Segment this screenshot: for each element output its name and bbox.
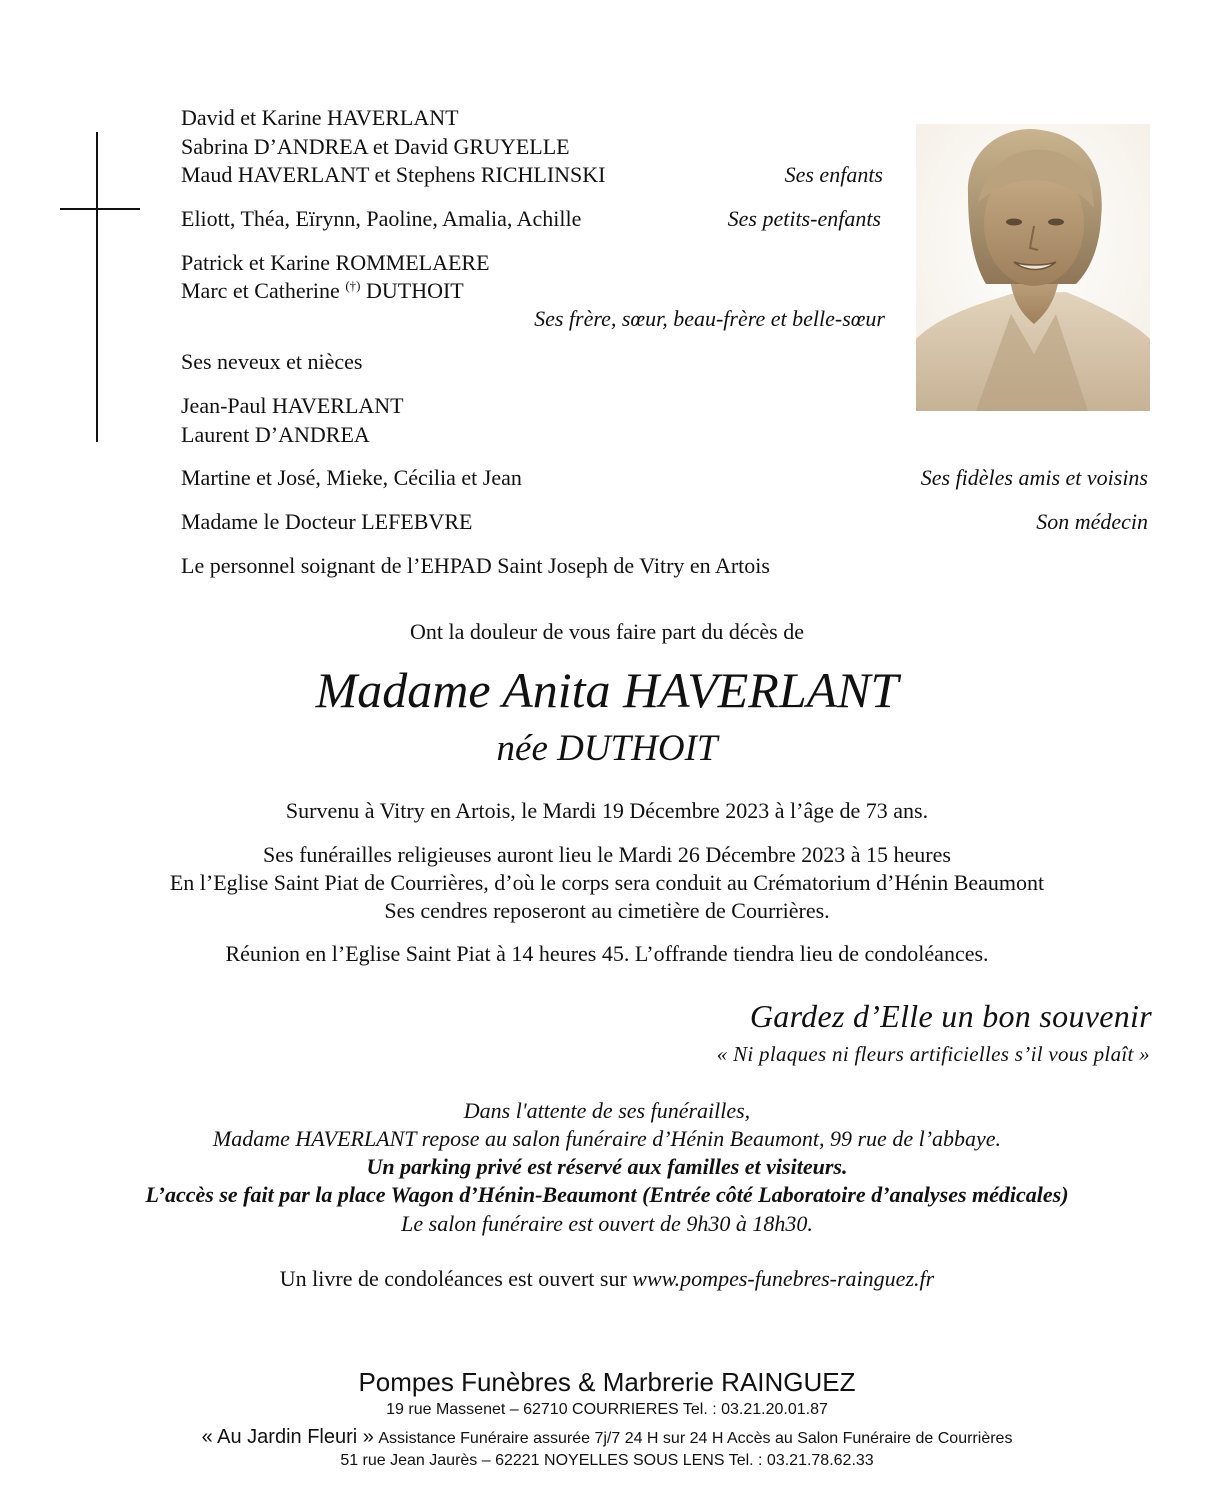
funeral-line-1: Ses funérailles religieuses auront lieu le Mardi 26 Décembre 2023 à 15 heures — [263, 842, 951, 867]
children-role: Ses enfants — [784, 162, 883, 187]
company-address-1: 19 rue Massenet – 62710 COURRIERES Tel. : 03.21.20.01.87 — [386, 1401, 828, 1418]
siblings-line-2-pre: Marc et Catherine — [181, 278, 340, 303]
other-relative-1: Jean-Paul HAVERLANT — [181, 393, 404, 418]
salon-line-4: L’accès se fait par la place Wagon d’Hénin-Beaumont (Entrée côté Laboratoire d’analyses médicales) — [145, 1182, 1069, 1207]
other-relative-2: Laurent D’ANDREA — [181, 422, 370, 447]
condolence-text: Un livre de condoléances est ouvert sur — [279, 1266, 627, 1291]
siblings-line-2-post: DUTHOIT — [365, 278, 464, 303]
services-text: Assistance Funéraire assurée 7j/7 24 H sur 24 H Accès au Salon Funéraire de Courrières — [378, 1430, 1013, 1447]
company-address-2: 51 rue Jean Jaurès – 62221 NOYELLES SOUS LENS Tel. : 03.21.78.62.33 — [340, 1452, 874, 1469]
siblings-line-2 — [181, 277, 464, 305]
portrait-image — [916, 124, 1150, 411]
death-details: Survenu à Vitry en Artois, le Mardi 19 Décembre 2023 à l’âge de 73 ans. — [285, 798, 929, 823]
company-name: Pompes Funèbres & Marbrerie RAINGUEZ — [358, 1367, 856, 1397]
cross-icon-vertical — [96, 132, 98, 442]
care-staff: Le personnel soignant de l’EHPAD Saint Joseph de Vitry en Artois — [181, 553, 770, 578]
siblings-line-1: Patrick et Karine ROMMELAERE — [181, 250, 490, 275]
cross-icon-horizontal — [60, 208, 140, 210]
salon-line-5: Le salon funéraire est ouvert de 9h30 à 18h30. — [401, 1211, 813, 1236]
family-child-2: Sabrina D’ANDREA et David GRUYELLE — [181, 134, 570, 159]
doctor-role: Son médecin — [1036, 509, 1148, 534]
garden-name: « Au Jardin Fleuri » — [201, 1426, 374, 1448]
friends: Martine et José, Mieke, Cécilia et Jean — [181, 465, 522, 490]
nephews: Ses neveux et nièces — [181, 349, 363, 374]
funeral-line-3: Ses cendres reposeront au cimetière de Courrières. — [384, 898, 830, 923]
grandchildren: Eliott, Théa, Eïrynn, Paoline, Amalia, Achille — [181, 206, 582, 231]
intro-text: Ont la douleur de vous faire part du décès de — [409, 619, 805, 644]
salon-line-2: Madame HAVERLANT repose au salon funéraire d’Hénin Beaumont, 99 rue de l’abbaye. — [212, 1126, 1002, 1151]
funeral-line-2: En l’Eglise Saint Piat de Courrières, d’où le corps sera conduit au Crématorium d’Hénin Beaumont — [169, 870, 1045, 895]
salon-line-1: Dans l'attente de ses funérailles, — [463, 1098, 751, 1123]
family-child-3: Maud HAVERLANT et Stephens RICHLINSKI — [181, 162, 606, 187]
friends-role: Ses fidèles amis et voisins — [920, 465, 1148, 490]
meeting-info: Réunion en l’Eglise Saint Piat à 14 heures 45. L’offrande tiendra lieu de condoléances. — [225, 941, 989, 966]
condolence-link[interactable]: www.pompes-funebres-rainguez.fr — [632, 1266, 935, 1291]
deceased-mark: (†) — [345, 278, 361, 293]
company-services-line — [0, 1424, 1214, 1452]
memory-line-1: Gardez d’Elle un bon souvenir — [749, 998, 1152, 1034]
memory-line-2: « Ni plaques ni fleurs artificielles s’il vous plaît » — [716, 1042, 1150, 1066]
salon-line-3: Un parking privé est réservé aux familles et visiteurs. — [366, 1154, 848, 1179]
grandchildren-role: Ses petits-enfants — [727, 206, 881, 231]
doctor: Madame le Docteur LEFEBVRE — [181, 509, 473, 534]
condolence-line — [0, 1265, 1214, 1293]
siblings-role: Ses frère, sœur, beau-frère et belle-sœur — [534, 306, 885, 331]
deceased-name: Madame Anita HAVERLANT — [315, 662, 899, 718]
portrait-photo — [916, 124, 1150, 411]
maiden-name: née DUTHOIT — [496, 728, 718, 769]
family-child-1: David et Karine HAVERLANT — [181, 105, 459, 130]
